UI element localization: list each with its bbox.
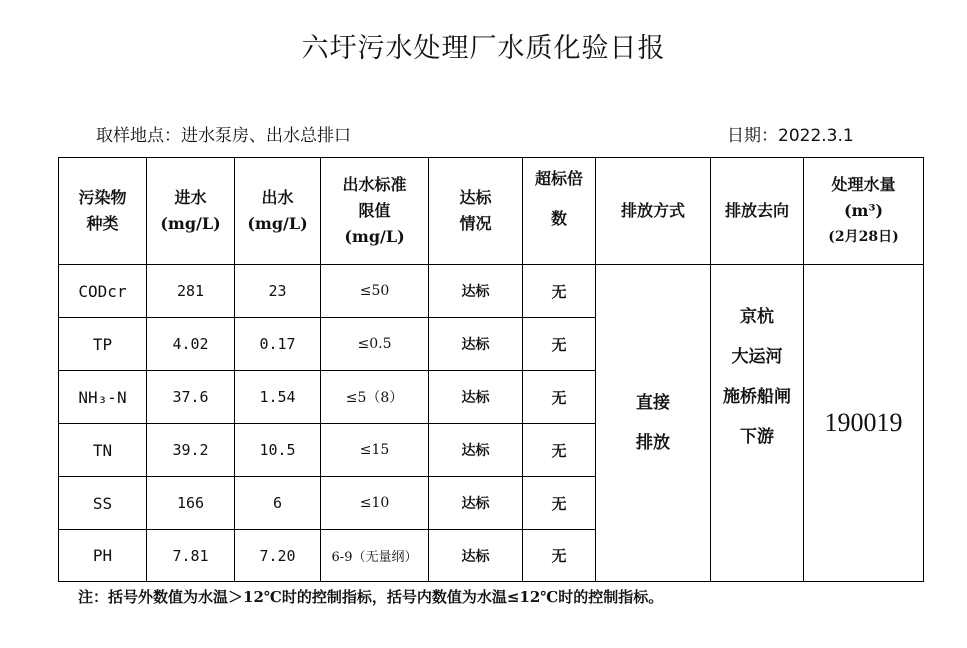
pollutant-name: NH₃-N (59, 371, 147, 424)
exceed-multiple: 无 (523, 477, 596, 530)
report-title: 六圩污水处理厂水质化验日报 (301, 33, 666, 64)
influent-value: 166 (147, 477, 235, 530)
pollutant-name: TN (59, 424, 147, 477)
compliance-status: 达标 (429, 318, 523, 371)
report-date: 日期：2022.3.1 (727, 126, 854, 146)
influent-value: 4.02 (147, 318, 235, 371)
header-volume: 处理水量 (m³) (2月28日) (804, 158, 924, 265)
limit-value: ≤10 (321, 477, 429, 530)
treated-volume: 190019 (804, 265, 924, 582)
exceed-multiple: 无 (523, 265, 596, 318)
header-discharge-dest: 排放去向 (711, 158, 804, 265)
header-pollutant: 污染物 种类 (59, 158, 147, 265)
limit-value: ≤15 (321, 424, 429, 477)
discharge-destination: 京杭 大运河 施桥船闸 下游 (711, 265, 804, 582)
water-quality-table (58, 157, 924, 582)
effluent-value: 1.54 (235, 371, 321, 424)
pollutant-name: TP (59, 318, 147, 371)
header-discharge-method: 排放方式 (596, 158, 711, 265)
influent-value: 281 (147, 265, 235, 318)
discharge-method: 直接 排放 (596, 265, 711, 582)
header-influent: 进水 (mg/L) (147, 158, 235, 265)
effluent-value: 6 (235, 477, 321, 530)
influent-value: 7.81 (147, 530, 235, 582)
compliance-status: 达标 (429, 477, 523, 530)
header-exceed: 超标倍 数 (523, 158, 596, 265)
compliance-status: 达标 (429, 424, 523, 477)
header-effluent: 出水 (mg/L) (235, 158, 321, 265)
sampling-location: 取样地点：进水泵房、出水总排口 (96, 126, 351, 146)
limit-value: ≤5（8） (321, 371, 429, 424)
effluent-value: 10.5 (235, 424, 321, 477)
pollutant-name: CODcr (59, 265, 147, 318)
compliance-status: 达标 (429, 530, 523, 582)
influent-value: 37.6 (147, 371, 235, 424)
header-limit: 出水标准 限值 (mg/L) (321, 158, 429, 265)
exceed-multiple: 无 (523, 424, 596, 477)
effluent-value: 7.20 (235, 530, 321, 582)
compliance-status: 达标 (429, 371, 523, 424)
limit-value: ≤0.5 (321, 318, 429, 371)
effluent-value: 23 (235, 265, 321, 318)
exceed-multiple: 无 (523, 318, 596, 371)
header-row (59, 158, 924, 265)
influent-value: 39.2 (147, 424, 235, 477)
pollutant-name: SS (59, 477, 147, 530)
exceed-multiple: 无 (523, 530, 596, 582)
limit-value: 6-9（无量纲） (321, 530, 429, 582)
pollutant-name: PH (59, 530, 147, 582)
effluent-value: 0.17 (235, 318, 321, 371)
exceed-multiple: 无 (523, 371, 596, 424)
header-compliance: 达标 情况 (429, 158, 523, 265)
limit-value: ≤50 (321, 265, 429, 318)
compliance-status: 达标 (429, 265, 523, 318)
table-row (59, 265, 924, 318)
footnote: 注：括号外数值为水温＞12℃时的控制指标，括号内数值为水温≤12℃时的控制指标。 (78, 588, 664, 606)
